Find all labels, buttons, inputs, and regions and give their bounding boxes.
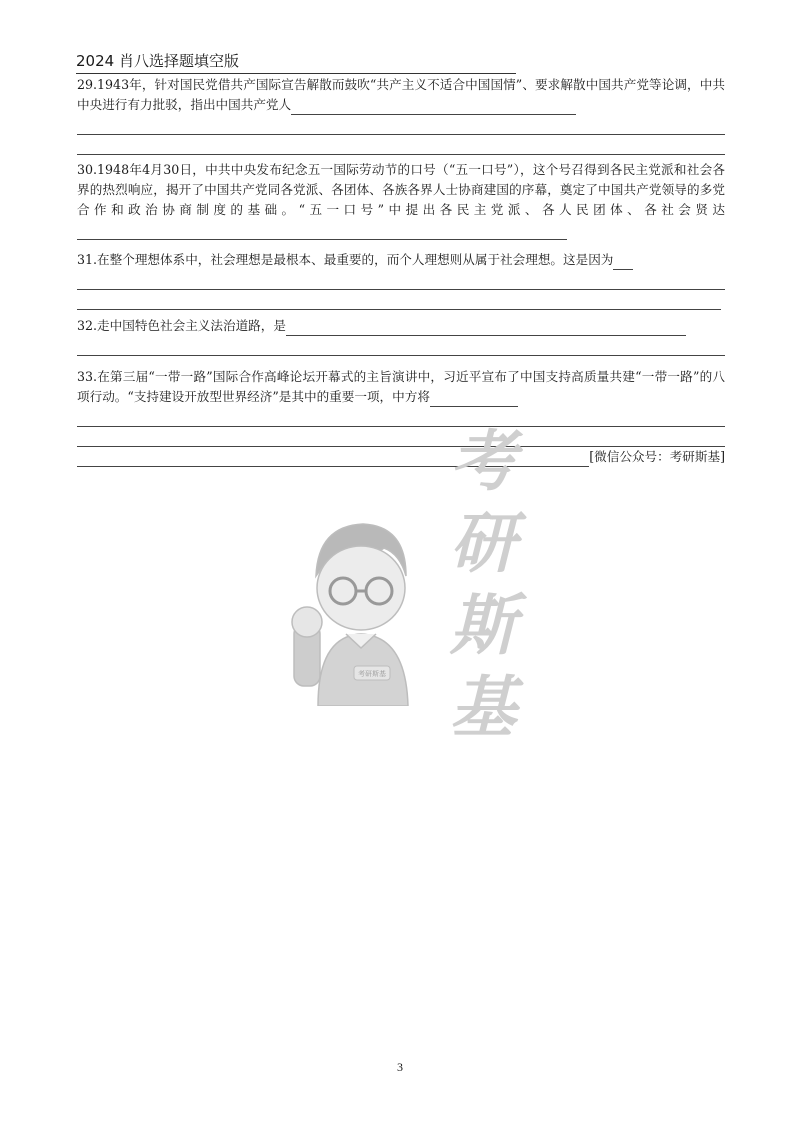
question-number: 29. [77,77,98,92]
question-text: 1948年4月30日，中共中央发布纪念五一国际劳动节的口号（“五一口号”），这个号召得到各民主党派和社会各界的热烈响应，揭开了中国共产党同各党派、各团体、各族各界人士协商建国的序幕，奠定了中国共产党领导的多党合作和政治协商制度的基础。“五一口号”中提出各民主党派、各人民团体、各社会贤达 [77,162,725,217]
question-number: 30. [77,162,98,177]
answer-line[interactable] [77,407,725,427]
answer-blank[interactable] [77,225,567,240]
mascot-badge-label: 考研斯基 [358,670,386,678]
answer-blank[interactable] [291,100,576,115]
answer-line[interactable] [77,336,725,356]
watermark-text: 考 研 斯 基 [450,422,516,746]
answer-blank[interactable] [613,255,633,270]
answer-line[interactable] [77,290,721,310]
answer-blank[interactable] [286,321,686,336]
question-text: 1943年，针对国民党借共产国际宣告解散而鼓吹“共产主义不适合中国国情”、要求解散中国共产党等论调，中共中央进行有力批驳，指出中国共产党人 [77,77,725,112]
question-text: 走中国特色社会主义法治道路，是 [97,318,286,333]
page-number: 3 [397,1060,403,1074]
answer-blank[interactable] [430,392,518,407]
answer-line[interactable] [77,270,725,290]
question-32 [77,316,725,356]
answer-line[interactable] [77,115,725,135]
question-31 [77,250,725,310]
question-30 [77,160,725,240]
answer-line[interactable] [77,135,725,155]
question-33 [77,367,725,467]
answer-line[interactable] [77,427,725,447]
question-text: 在第三届“一带一路”国际合作高峰论坛开幕式的主旨演讲中，习近平宣布了中国支持高质量共建“一带一路”的八项行动。“支持建设开放型世界经济”是其中的重要一项，中方将 [77,369,725,404]
page-header-title: 2024 肖八选择题填空版 [76,50,516,74]
question-number: 32. [77,318,98,333]
source-footnote: [微信公众号：考研斯基] [589,449,725,464]
question-number: 33. [77,369,98,384]
question-number: 31. [77,252,98,267]
watermark-mascot-illustration [288,506,428,706]
question-text: 在整个理想体系中，社会理想是最根本、最重要的，而个人理想则从属于社会理想。这是因为 [97,252,614,267]
question-29 [77,75,725,155]
